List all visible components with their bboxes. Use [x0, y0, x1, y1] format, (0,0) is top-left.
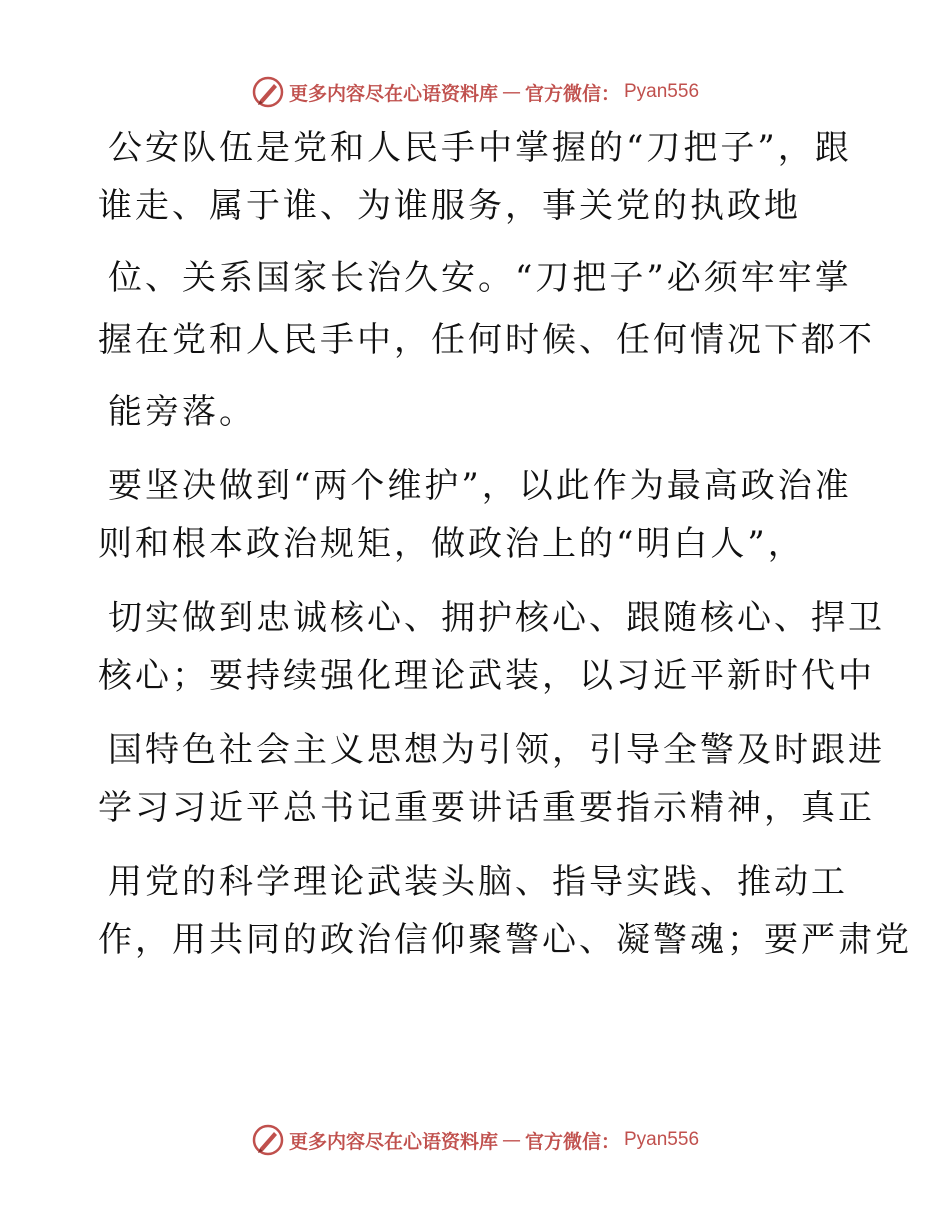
watermark-account: Pyan556: [624, 81, 700, 102]
pen-logo-icon: [251, 1123, 285, 1157]
text-line: 握在党和人民手中，任何时候、任何情况下都不: [98, 320, 875, 360]
watermark-label: 官方微信：: [524, 1130, 620, 1153]
text-line: 用党的科学理论武装头脑、指导实践、推动工: [108, 862, 848, 902]
watermark-account: Pyan556: [624, 1129, 700, 1150]
watermark-text: 更多内容尽在心语资料库: [288, 82, 498, 105]
text-line: 谁走、属于谁、为谁服务，事关党的执政地: [98, 186, 801, 226]
text-line: 则和根本政治规矩，做政治上的“明白人”，: [98, 524, 805, 564]
text-line: 要坚决做到“两个维护”，以此作为最高政治准: [108, 466, 852, 506]
text-line: 公安队伍是党和人民手中掌握的“刀把子”，跟: [108, 128, 852, 168]
text-line: 能旁落。: [108, 392, 256, 432]
watermark-text: 更多内容尽在心语资料库: [288, 1130, 498, 1153]
text-line: 位、关系国家长治久安。“刀把子”必须牢牢掌: [108, 258, 852, 298]
header-watermark: [0, 72, 950, 112]
text-line: 学习习近平总书记重要讲话重要指示精神，真正: [98, 788, 875, 828]
text-line: 核心；要持续强化理论武装，以习近平新时代中: [98, 656, 875, 696]
text-line: 作，用共同的政治信仰聚警心、凝警魂；要严肃党: [98, 920, 912, 960]
watermark-separator: —: [501, 1129, 521, 1151]
watermark-separator: —: [501, 81, 521, 103]
pen-logo-icon: [251, 75, 285, 109]
footer-watermark: [0, 1120, 950, 1160]
watermark-label: 官方微信：: [524, 82, 620, 105]
text-line: 切实做到忠诚核心、拥护核心、跟随核心、捍卫: [108, 598, 885, 638]
text-line: 国特色社会主义思想为引领，引导全警及时跟进: [108, 730, 885, 770]
